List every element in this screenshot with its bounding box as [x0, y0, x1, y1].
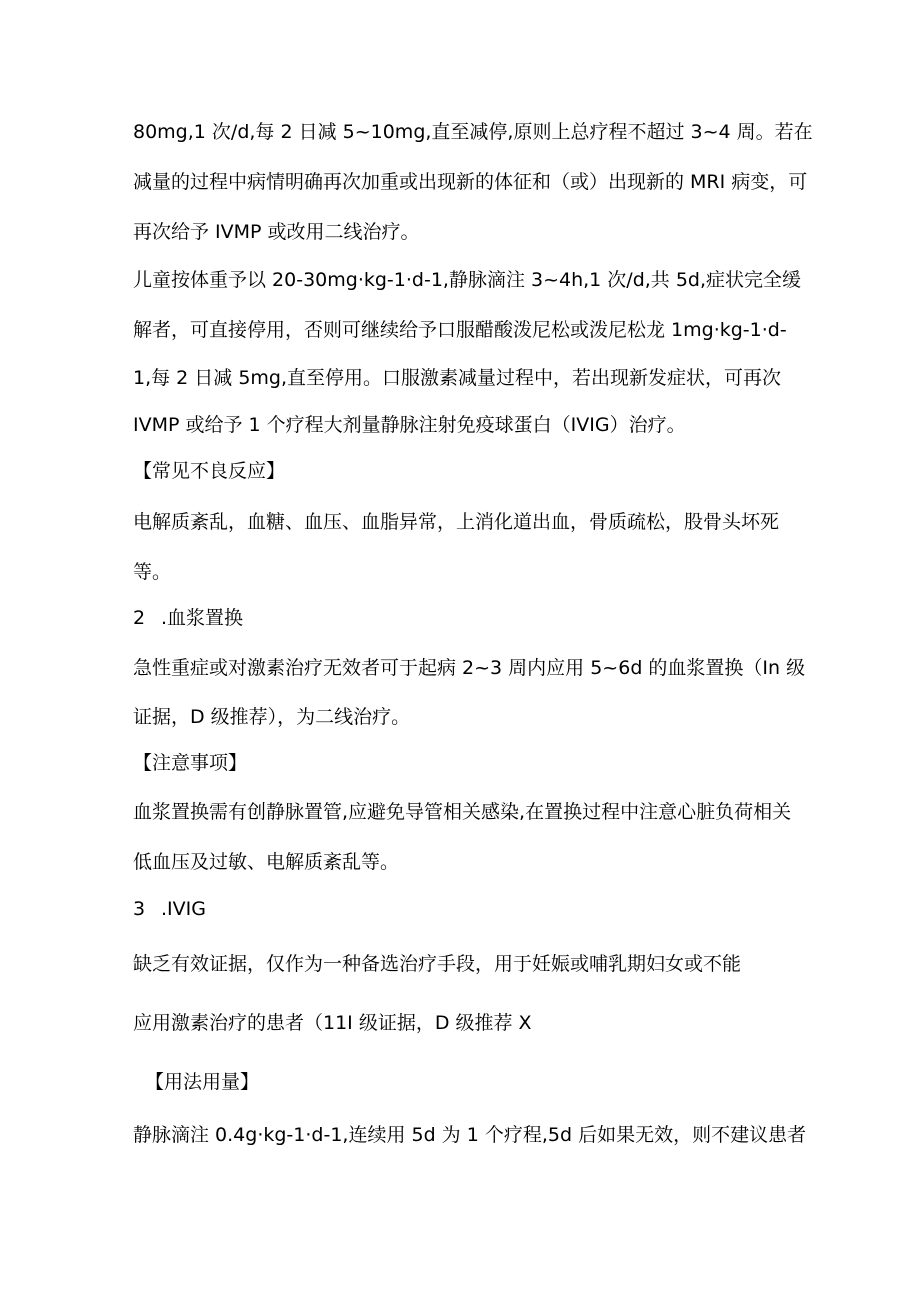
paragraph-line-1: 80mg,1 次/d,每 2 日减 5~10mg,直至减停,原则上总疗程不超过 3~4 周。若在 — [133, 121, 813, 143]
paragraph-line-3: 再次给予 IVMP 或改用二线治疗。 — [133, 221, 420, 243]
paragraph-line-9: 等。 — [133, 561, 172, 583]
section-title: .IVIG — [161, 898, 206, 920]
paragraph-line-13: 低血压及过敏、电解质紊乱等。 — [133, 851, 400, 873]
section-number: 2 — [133, 607, 146, 629]
paragraph-line-5: 解者，可直接停用，否则可继续给予口服醋酸泼尼松或泼尼松龙 1mg·kg-1·d- — [133, 319, 787, 341]
paragraph-line-14: 缺乏有效证据，仅作为一种备选治疗手段，用于妊娠或哺乳期妇女或不能 — [133, 953, 742, 975]
paragraph-line-8: 电解质紊乱，血糖、血压、血脂异常，上消化道出血，骨质疏松，股骨头坏死 — [133, 511, 780, 533]
paragraph-line-15: 应用激素治疗的患者（11I 级证据，D 级推荐 X — [133, 1012, 532, 1034]
paragraph-line-6: 1,每 2 日减 5mg,直至停用。口服激素减量过程中，若出现新发症状，可再次 — [133, 367, 782, 389]
paragraph-line-10: 急性重症或对激素治疗无效者可于起病 2~3 周内应用 5~6d 的血浆置换（In 级 — [133, 657, 806, 679]
paragraph-line-2: 减量的过程中病情明确再次加重或出现新的体征和（或）出现新的 MRI 病变，可 — [133, 171, 808, 193]
paragraph-line-4: 儿童按体重予以 20-30mg·kg-1·d-1,静脉滴注 3~4h,1 次/d,共 5d,症状完全缓 — [133, 269, 802, 291]
section-heading-plasma-exchange — [133, 606, 813, 630]
paragraph-line-11: 证据，D 级推荐），为二线治疗。 — [133, 706, 411, 728]
section-number: 3 — [133, 898, 146, 920]
section-heading-ivig — [133, 897, 813, 921]
section-heading-usage-dosage: 【用法用量】 — [145, 1071, 260, 1093]
paragraph-line-7: IVMP 或给予 1 个疗程大剂量静脉注射免疫球蛋白（IVIG）治疗。 — [133, 414, 686, 436]
section-heading-precautions: 【注意事项】 — [133, 752, 248, 774]
paragraph-line-12: 血浆置换需有创静脉置管,应避免导管相关感染,在置换过程中注意心脏负荷相关 — [133, 801, 792, 823]
section-heading-adverse-reactions: 【常见不良反应】 — [133, 460, 286, 482]
paragraph-line-16: 静脉滴注 0.4g·kg-1·d-1,连续用 5d 为 1 个疗程,5d 后如果无效，则不建议患者 — [133, 1124, 807, 1146]
section-title: .血浆置换 — [161, 607, 244, 629]
